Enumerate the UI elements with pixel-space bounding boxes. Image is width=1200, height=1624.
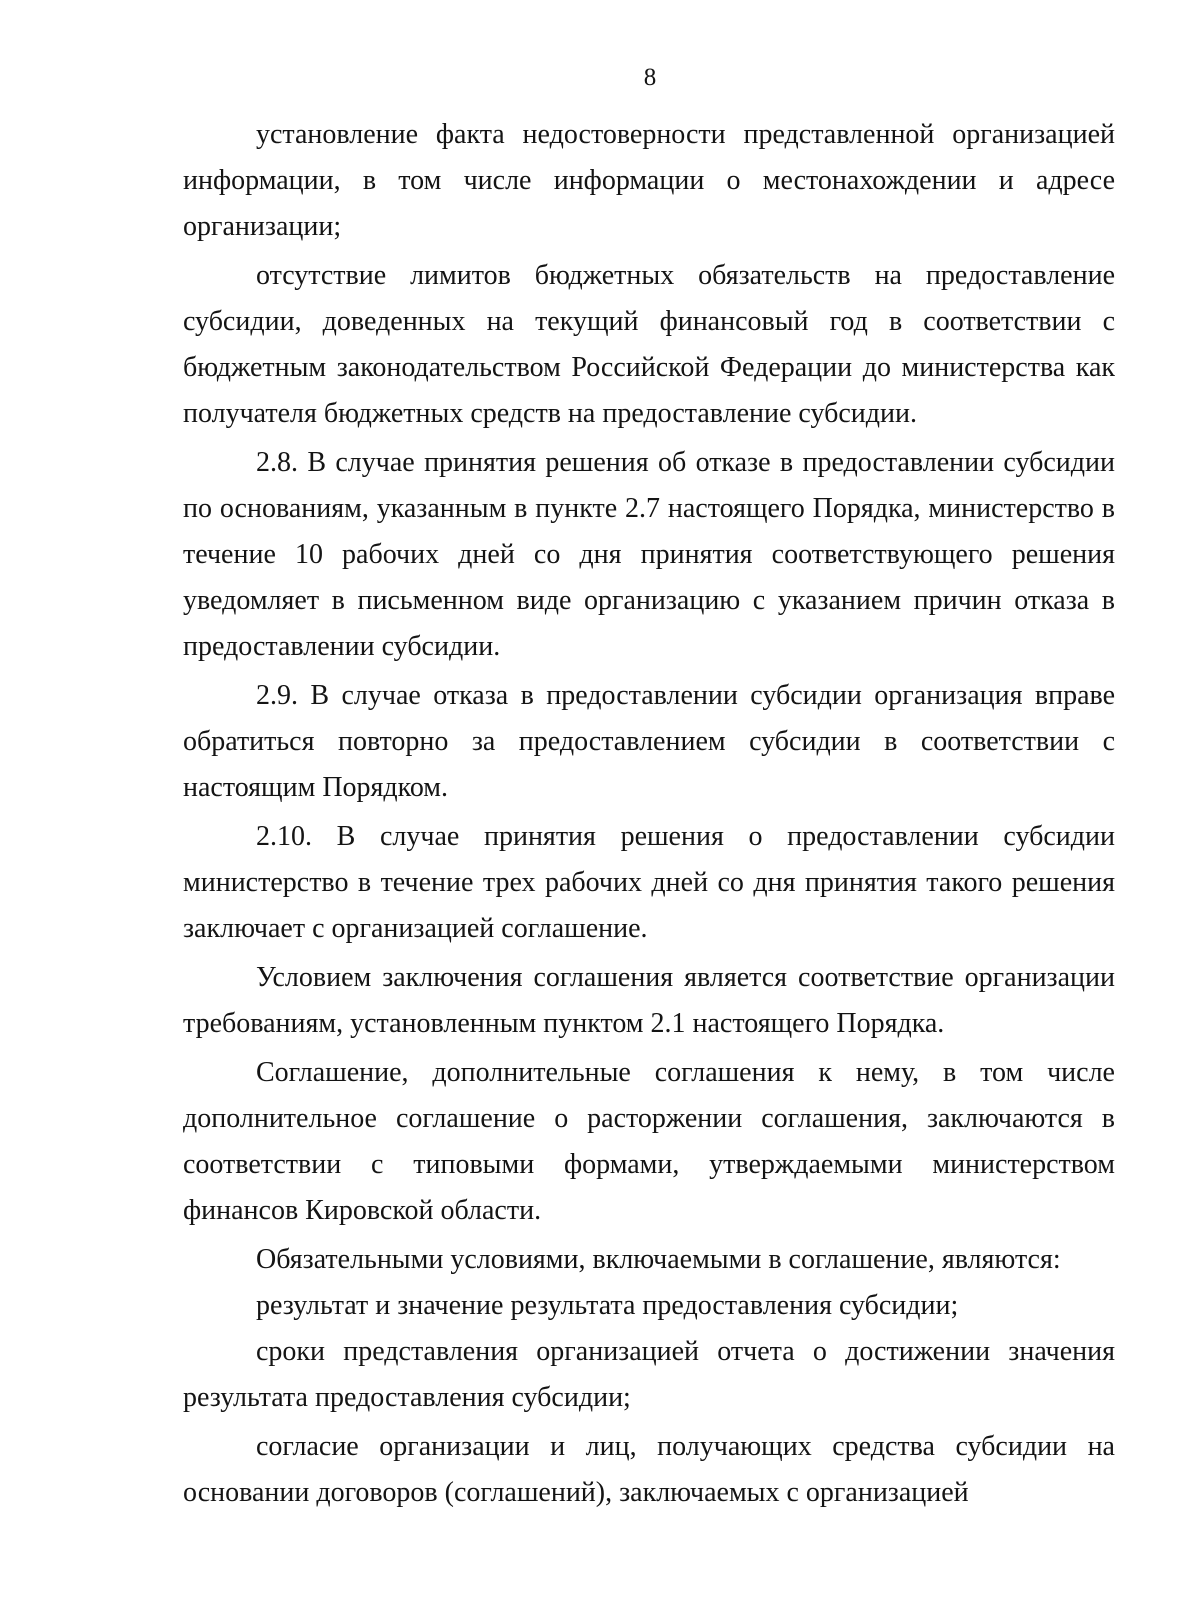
page-number: 8	[643, 64, 657, 91]
paragraph-no-budget-limits: отсутствие лимитов бюджетных обязательств на предоставление субсидии, доведенных на текущий финансовый год в соответствии с бюджетным законодательством Российской Федерации до министерства как получателя бюджетных средств на предоставление субсидии.	[183, 260, 1115, 429]
list-item-result: результат и значение результата предоставления субсидии;	[256, 1290, 959, 1321]
paragraph-2-9: 2.9. В случае отказа в предоставлении субсидии организация вправе обратиться повторно за предоставлением субсидии в соответствии с настоящим Порядком.	[183, 680, 1115, 803]
list-item-consent: согласие организации и лиц, получающих средства субсидии на основании договоров (соглашений), заключаемых с организацией	[183, 1431, 1115, 1508]
paragraph-false-info: установление факта недостоверности представленной организацией информации, в том числе информации о местонахождении и адресе организации;	[183, 119, 1115, 242]
document-body	[183, 112, 1115, 1516]
paragraph-agreement-forms: Соглашение, дополнительные соглашения к нему, в том числе дополнительное соглашение о расторжении соглашения, заключаются в соответствии с типовыми формами, утверждаемыми министерством финансов Кировской области.	[183, 1057, 1115, 1226]
paragraph-agreement-condition: Условием заключения соглашения является соответствие организации требованиям, установленным пунктом 2.1 настоящего Порядка.	[183, 962, 1115, 1039]
list-item-report-deadlines: сроки представления организацией отчета о достижении значения результата предоставления субсидии;	[183, 1336, 1115, 1413]
paragraph-2-8: 2.8. В случае принятия решения об отказе в предоставлении субсидии по основаниям, указанным в пункте 2.7 настоящего Порядка, министерство в течение 10 рабочих дней со дня принятия соответствующего решения уведомляет в письменном виде организацию с указанием причин отказа в предоставлении субсидии.	[183, 447, 1115, 662]
paragraph-mandatory-conditions: Обязательными условиями, включаемыми в соглашение, являются:	[256, 1244, 1061, 1275]
paragraph-2-10: 2.10. В случае принятия решения о предоставлении субсидии министерство в течение трех рабочих дней со дня принятия такого решения заключает с организацией соглашение.	[183, 821, 1115, 944]
